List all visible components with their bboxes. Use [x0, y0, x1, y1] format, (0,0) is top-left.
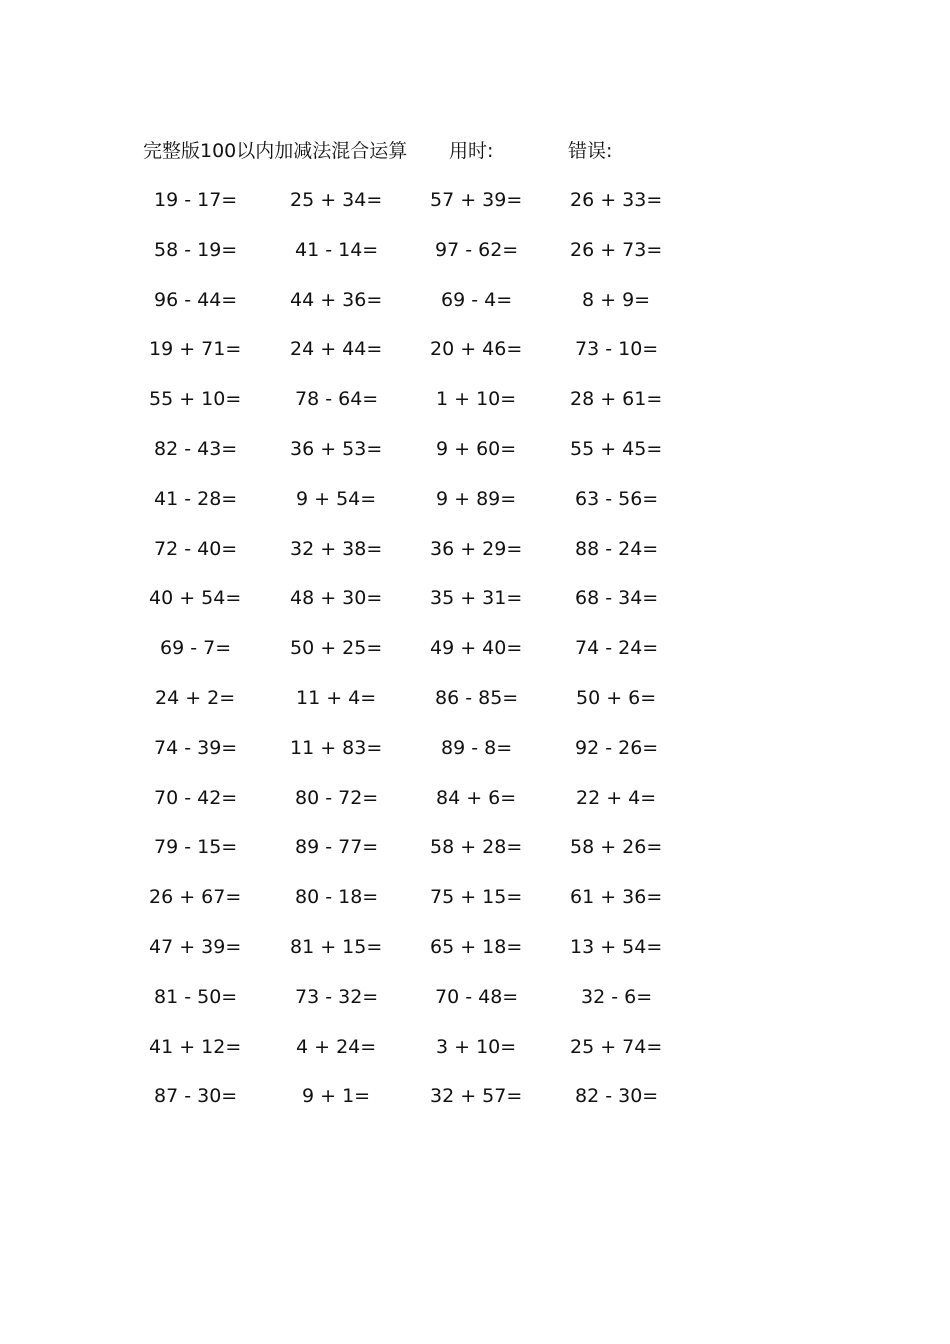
problem-cell: 70 - 42=: [154, 786, 238, 809]
problem-row: [0, 733, 950, 783]
problem-row: [0, 583, 950, 633]
problem-row: [0, 534, 950, 584]
problem-cell: 26 + 33=: [570, 189, 663, 211]
problem-cell: 58 + 26=: [570, 836, 663, 859]
problem-row: [0, 185, 950, 235]
problem-cell: 24 + 44=: [290, 338, 383, 361]
problem-cell: 87 - 30=: [154, 1085, 238, 1108]
problem-row: [0, 882, 950, 932]
problem-row: [0, 633, 950, 683]
problem-cell: 19 - 17=: [154, 189, 238, 211]
problem-row: [0, 434, 950, 484]
problem-cell: 78 - 64=: [295, 388, 379, 411]
problem-cell: 26 + 67=: [149, 886, 242, 909]
problem-cell: 41 - 28=: [154, 487, 238, 510]
problem-row: [0, 783, 950, 833]
problem-row: [0, 982, 950, 1032]
problem-cell: 68 - 34=: [575, 587, 659, 610]
problem-cell: 41 + 12=: [149, 1035, 242, 1058]
problem-cell: 74 - 39=: [154, 736, 238, 759]
problem-cell: 32 + 57=: [430, 1085, 523, 1108]
problem-cell: 97 - 62=: [435, 238, 519, 261]
problem-row: [0, 1081, 950, 1131]
problem-cell: 80 - 18=: [295, 886, 379, 909]
problem-cell: 72 - 40=: [154, 537, 238, 560]
problem-cell: 81 - 50=: [154, 985, 238, 1008]
problem-cell: 57 + 39=: [430, 189, 523, 211]
problem-cell: 92 - 26=: [575, 736, 659, 759]
time-label: 用时:: [449, 140, 494, 162]
problem-cell: 70 - 48=: [435, 985, 519, 1008]
problem-cell: 4 + 24=: [296, 1035, 377, 1058]
problem-cell: 75 + 15=: [430, 886, 523, 909]
problem-cell: 25 + 74=: [570, 1035, 663, 1058]
problem-cell: 86 - 85=: [435, 686, 519, 709]
errors-label: 错误:: [568, 140, 613, 162]
problem-cell: 73 - 10=: [575, 338, 659, 361]
problem-cell: 40 + 54=: [149, 587, 242, 610]
problem-row: [0, 285, 950, 335]
problem-cell: 28 + 61=: [570, 388, 663, 411]
problem-row: [0, 235, 950, 285]
problem-cell: 61 + 36=: [570, 886, 663, 909]
problem-cell: 9 + 89=: [436, 487, 517, 510]
problem-cell: 9 + 54=: [296, 487, 377, 510]
problem-cell: 36 + 53=: [290, 437, 383, 460]
problem-cell: 89 - 77=: [295, 836, 379, 859]
problem-cell: 55 + 45=: [570, 437, 663, 460]
problem-cell: 58 + 28=: [430, 836, 523, 859]
problem-row: [0, 832, 950, 882]
problem-cell: 69 - 7=: [160, 637, 232, 660]
problem-cell: 84 + 6=: [436, 786, 517, 809]
problem-cell: 63 - 56=: [575, 487, 659, 510]
problem-cell: 25 + 34=: [290, 189, 383, 211]
problem-row: [0, 683, 950, 733]
problem-cell: 41 - 14=: [295, 238, 379, 261]
problem-row: [0, 484, 950, 534]
problem-cell: 81 + 15=: [290, 935, 383, 958]
problem-cell: 48 + 30=: [290, 587, 383, 610]
problem-cell: 89 - 8=: [441, 736, 513, 759]
problem-cell: 22 + 4=: [576, 786, 657, 809]
problem-cell: 88 - 24=: [575, 537, 659, 560]
problem-cell: 9 + 60=: [436, 437, 517, 460]
problem-cell: 65 + 18=: [430, 935, 523, 958]
problem-cell: 19 + 71=: [149, 338, 242, 361]
problem-cell: 32 - 6=: [581, 985, 653, 1008]
problem-cell: 47 + 39=: [149, 935, 242, 958]
problem-cell: 9 + 1=: [302, 1085, 371, 1108]
problem-row: [0, 1032, 950, 1082]
worksheet-title: 完整版100以内加减法混合运算: [143, 140, 408, 162]
problem-cell: 55 + 10=: [149, 388, 242, 411]
problem-cell: 20 + 46=: [430, 338, 523, 361]
problem-cell: 69 - 4=: [441, 288, 513, 311]
problem-cell: 49 + 40=: [430, 637, 523, 660]
problem-cell: 3 + 10=: [436, 1035, 517, 1058]
problem-row: [0, 334, 950, 384]
problem-row: [0, 384, 950, 434]
problem-cell: 80 - 72=: [295, 786, 379, 809]
problem-grid: [0, 185, 950, 1131]
problem-cell: 74 - 24=: [575, 637, 659, 660]
problem-cell: 1 + 10=: [436, 388, 517, 411]
problem-cell: 50 + 25=: [290, 637, 383, 660]
problem-cell: 8 + 9=: [582, 288, 651, 311]
problem-cell: 36 + 29=: [430, 537, 523, 560]
problem-cell: 79 - 15=: [154, 836, 238, 859]
problem-cell: 82 - 43=: [154, 437, 238, 460]
problem-row: [0, 932, 950, 982]
problem-cell: 50 + 6=: [576, 686, 657, 709]
problem-cell: 73 - 32=: [295, 985, 379, 1008]
problem-cell: 24 + 2=: [155, 686, 236, 709]
problem-cell: 32 + 38=: [290, 537, 383, 560]
problem-cell: 11 + 83=: [290, 736, 383, 759]
problem-cell: 44 + 36=: [290, 288, 383, 311]
problem-cell: 96 - 44=: [154, 288, 238, 311]
problem-cell: 11 + 4=: [296, 686, 377, 709]
problem-cell: 58 - 19=: [154, 238, 238, 261]
problem-cell: 26 + 73=: [570, 238, 663, 261]
problem-cell: 82 - 30=: [575, 1085, 659, 1108]
problem-cell: 13 + 54=: [570, 935, 663, 958]
problem-cell: 35 + 31=: [430, 587, 523, 610]
